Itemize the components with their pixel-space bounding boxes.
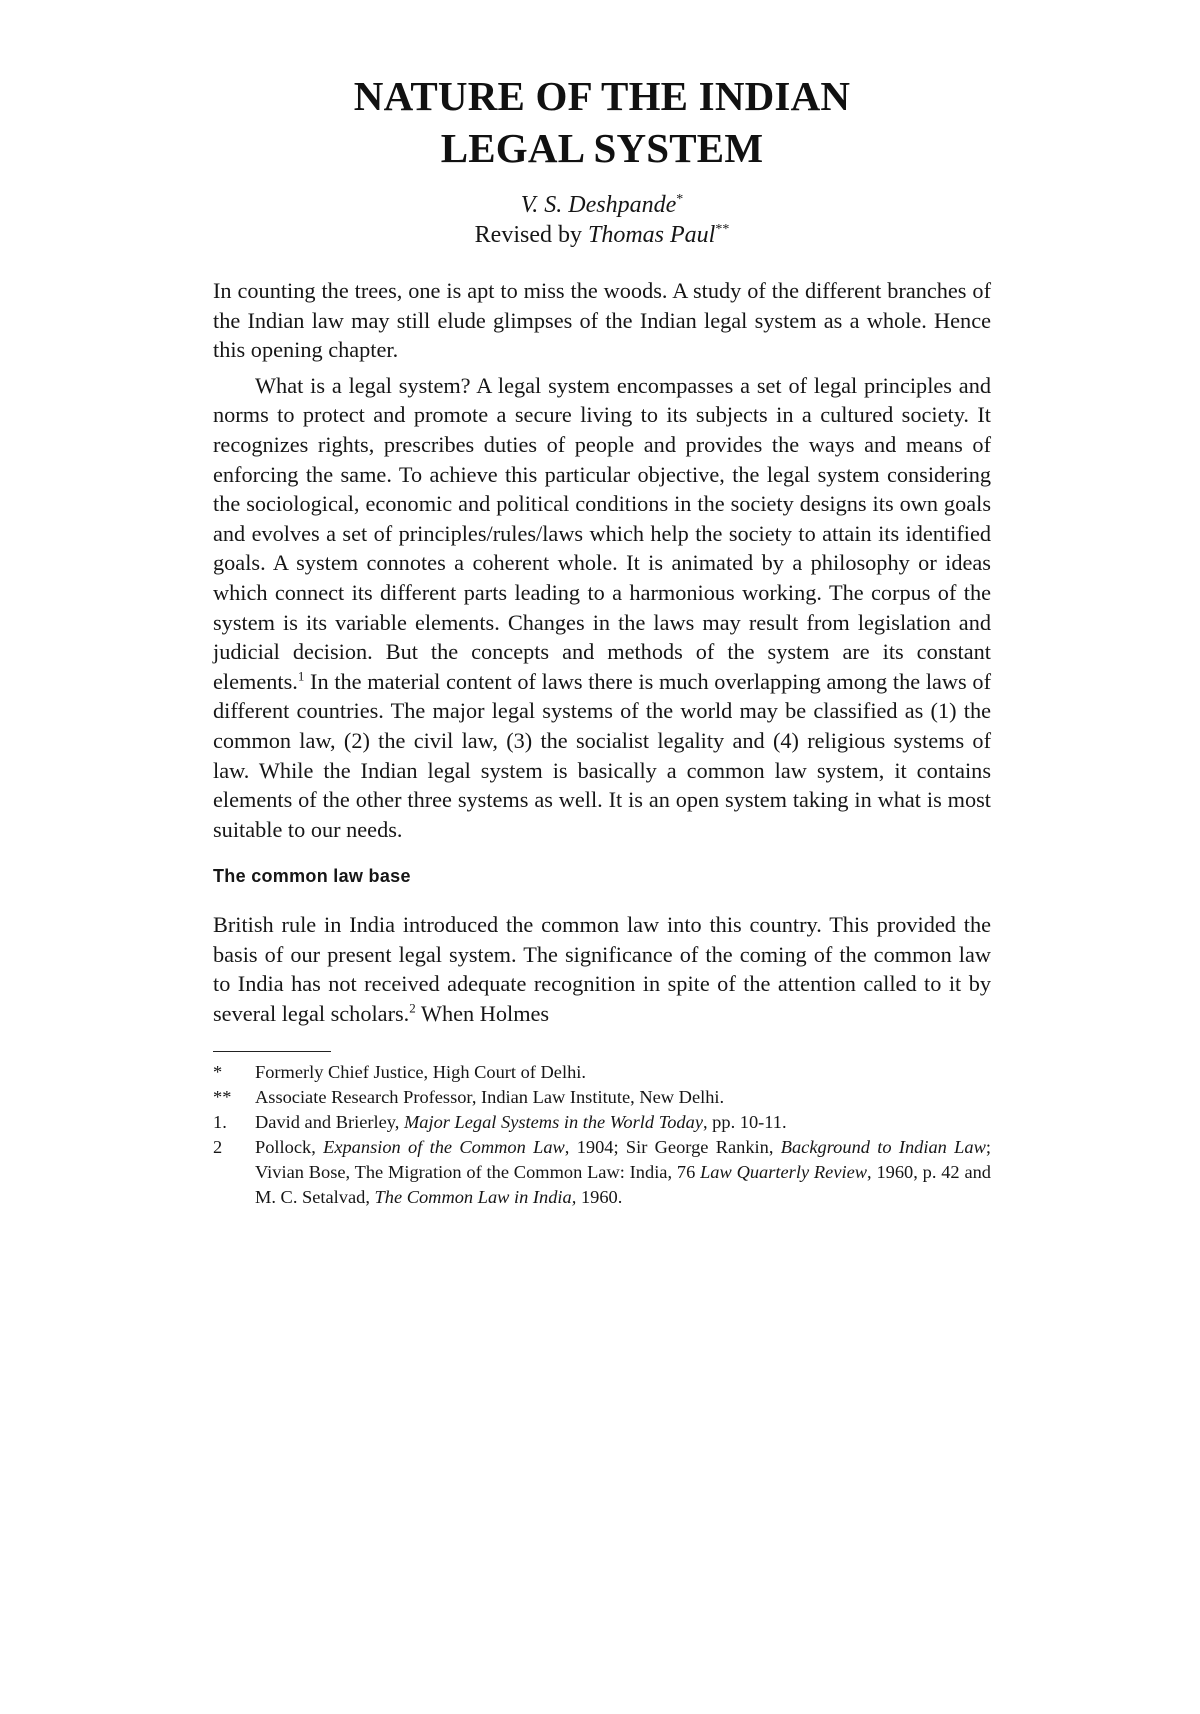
footnote-divider [213,1051,331,1052]
paragraph-intro: In counting the trees, one is apt to miss the woods. A study of the different branches of the Indian law may still elude glimpses of the Indian legal system as a whole. Hence this opening chapter. [213,278,991,363]
footnote-text-part: , 1904; Sir George Rankin, [564,1136,781,1157]
footnote-cited-title: Background to Indian Law [780,1136,986,1157]
footnote-mark: 2 [213,1136,223,1157]
author-footnote-mark: * [676,192,684,207]
footnote-item [213,1060,991,1085]
section-heading: The common law base [213,866,411,887]
footnote-reference-2: 2 [409,1000,416,1016]
footnote-text: Associate Research Professor, Indian Law Institute, New Delhi. [255,1086,725,1107]
paragraph-legal-system [213,371,991,845]
author-name: V. S. Deshpande [520,192,677,218]
footnote-item [213,1110,991,1135]
title-line-2: LEGAL SYSTEM [440,125,764,171]
title-line-1: NATURE OF THE INDIAN [353,73,851,119]
footnote-text-part: , pp. 10-11. [702,1111,787,1132]
footnote-item [213,1135,991,1210]
footnote-text [255,1110,991,1135]
footnote-reference-1: 1 [297,668,305,684]
paragraph-common-law-part-1: British rule in India introduced the common law into this country. This provided the basis of our present legal system. The significance of the coming of the common law to India has not received adequate recognition in spite of the attention called to it by several legal scholars. [213,912,991,1027]
paragraph-legal-system-part-1: What is a legal system? A legal system encompasses a set of legal principles and norms to protect and promote a secure living to its subjects in a cultured society. It recognizes rights, prescribes duties of people and provides the ways and means of enforcing the same. To achieve this particular objective, the legal system considering the sociological, economic and political conditions in the society designs its own goals and evolves a set of principles/rules/laws which help the society to attain its identified goals. A system connotes a coherent whole. It is animated by a philosophy or ideas which connect its different parts leading to a harmonious working. The corpus of the system is its variable elements. Changes in the laws may result from legislation and judicial decision. But the concepts and methods of the system are its constant elements. [213,372,991,694]
footnote-mark: 1. [213,1111,227,1132]
footnote-text-part: Pollock, [255,1136,324,1157]
footnote-cited-title: Expansion of the Common Law [323,1136,565,1157]
footnote-cited-title: The Common Law in India, [374,1186,577,1207]
footnote-cited-title: Major Legal Systems in the World Today [403,1111,703,1132]
footnote-text-part: , 1960, p. 42 and M. C. Setalvad, [255,1161,991,1207]
footnote-text [255,1135,991,1210]
footnote-text-part: 1960. [576,1186,623,1207]
footnote-text-part: David and Brierley, [255,1111,404,1132]
footnote-mark: ** [213,1086,232,1107]
author-line [213,190,991,220]
document-page [213,70,991,1210]
reviser-name: Thomas Paul [587,222,716,248]
reviser-footnote-mark: ** [715,222,730,237]
footnote-cited-title: Law Quarterly Review [700,1161,868,1182]
footnotes [213,1060,991,1210]
paragraph-legal-system-part-2: In the material content of laws there is much overlapping among the laws of different countries. The major legal systems of the world may be classified as (1) the common law, (2) the civil law, (3) the socialist legality and (4) religious systems of law. While the Indian legal system is basically a common law system, it contains elements of the other three systems as well. It is an open system taking in what is most suitable to our needs. [213,668,991,842]
body-text [213,276,991,1029]
document-title [213,70,991,174]
paragraph-common-law-part-2: When Holmes [415,1001,550,1027]
paragraph-common-law [213,910,991,1028]
reviser-line [213,220,991,250]
footnote-mark: * [213,1061,223,1082]
author-block [213,190,991,250]
revised-by-label: Revised by [474,222,588,248]
footnote-text: Formerly Chief Justice, High Court of Delhi. [255,1061,586,1082]
footnote-item [213,1085,991,1110]
footnote-text-part: ; Vivian Bose, The Migration of the Common Law: India, 76 [255,1136,991,1182]
